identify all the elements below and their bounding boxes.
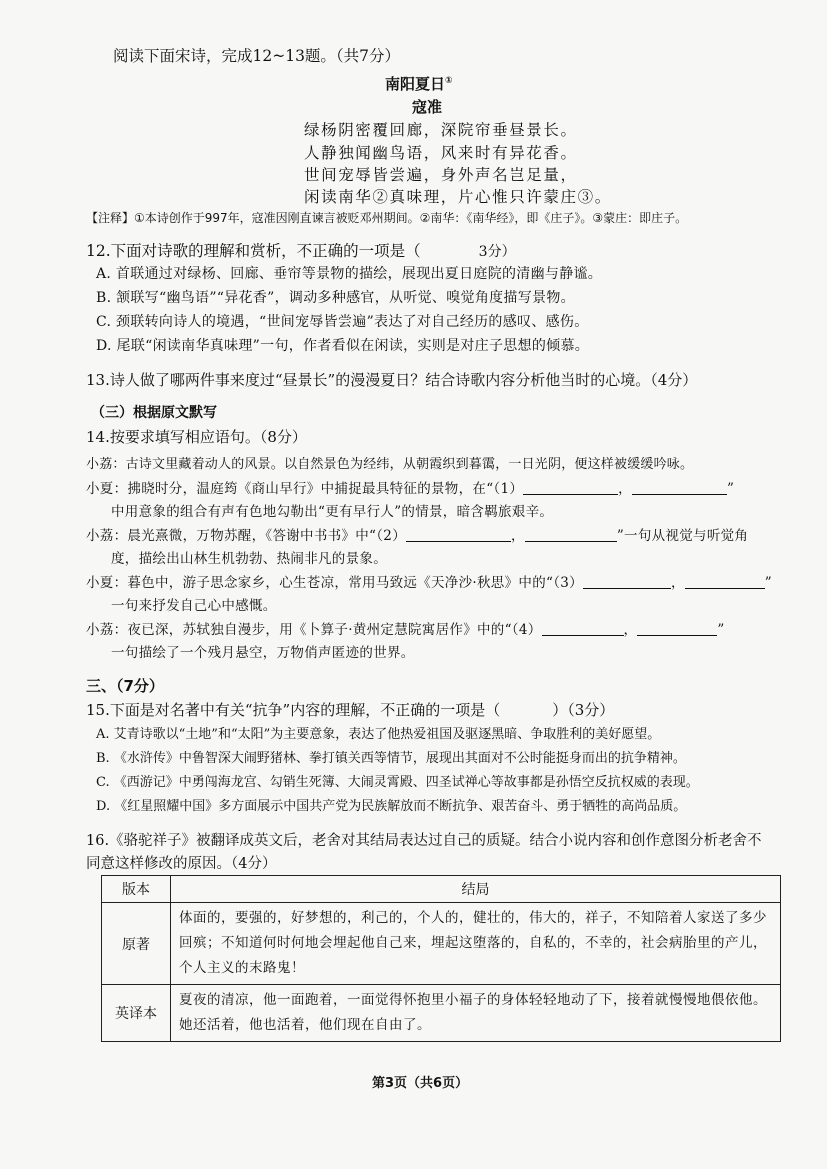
reading-intro: 阅读下面宋诗，完成12~13题。（共7分） <box>113 47 401 65</box>
ending-comparison-table <box>101 875 781 1042</box>
q15-score: ）（3分） <box>552 701 615 719</box>
q12-option-c: C. 颈联转向诗人的境遇，“世间宠辱皆尝遍”表达了对自己经历的感叹、感伤。 <box>96 314 589 330</box>
page-footer: 第3页（共6页） <box>372 1076 469 1091</box>
q14-line-7: 一句来抒发自己心中感慨。 <box>111 598 277 614</box>
q12-handwritten-score: 3分） <box>478 244 516 260</box>
q14-line-5: 度，描绘出山林生机勃勃、热闹非凡的景象。 <box>111 551 387 567</box>
poem-title <box>385 73 453 94</box>
poem-author: 寇准 <box>412 98 443 116</box>
q14-line-8-text: 小荔：夜已深，苏轼独自漫步，用《卜算子·黄州定慧院寓居作》中的“（4） <box>86 622 542 638</box>
row-ending-english: 夏夜的清凉，他一面跑着，一面觉得怀抱里小福子的身体轻轻地动了下，接着就慢慢地偎依他。她还活着，他也活着，他们现在自由了。 <box>171 985 781 1042</box>
poem-annotation: 【注释】①本诗创作于997年，寇准因刚直谏言被贬邓州期间。②南华：《南华经》，即《庄子》。③蒙庄：即庄子。 <box>86 211 688 225</box>
q13-stem: 13.诗人做了哪两件事来度过“昼景长”的漫漫夏日？结合诗歌内容分析他当时的心境。（4分） <box>86 371 698 389</box>
table-row <box>102 985 781 1042</box>
q12-option-a: A. 首联通过对绿杨、回廊、垂帘等景物的描绘，展现出夏日庭院的清幽与静谧。 <box>96 266 603 282</box>
q14-blank-2a[interactable] <box>406 527 511 542</box>
poem-line-3: 世间宠辱皆尝遍，身外声名岂足量， <box>304 166 578 184</box>
q14-line-2-text: 小夏：拂晓时分，温庭筠《商山早行》中捕捉最具特征的景物，在“（1） <box>86 481 524 497</box>
q14-line-4-text: 小荔：晨光熹微，万物苏醒，《答谢中书书》中“（2） <box>86 528 406 544</box>
table-header-row <box>102 876 781 903</box>
q14-blank-1a[interactable] <box>523 480 618 495</box>
section-three-heading: （三）根据原文默写 <box>91 405 217 421</box>
q14-line-4: 小荔：晨光熹微，万物苏醒，《答谢中书书》中“（2） ， ”一句从视觉与听觉角 <box>86 528 749 544</box>
table-row <box>102 903 781 985</box>
q14-line-4-tail: ”一句从视觉与听觉角 <box>616 528 749 544</box>
q14-blank-4a[interactable] <box>542 621 624 636</box>
q15-option-b: B. 《水浒传》中鲁智深大闹野猪林、拳打镇关西等情节，展现出其面对不公时能挺身而出的抗争精神。 <box>96 751 686 766</box>
q12-option-b: B. 颔联写“幽鸟语”“异花香”，调动多种感官，从听觉、嗅觉角度描写景物。 <box>96 290 575 306</box>
q16-stem-line-1: 16.《骆驼祥子》被翻译成英文后，老舍对其结局表达过自己的质疑。结合小说内容和创作意图分析老舍不 <box>86 833 762 849</box>
q15-option-c: C. 《西游记》中勇闯海龙宫、勾销生死簿、大闹灵霄殿、四圣试禅心等故事都是孙悟空反抗权威的表现。 <box>96 775 699 790</box>
q14-blank-4b[interactable] <box>637 621 717 636</box>
header-version: 版本 <box>102 876 171 903</box>
q14-blank-1b[interactable] <box>632 480 727 495</box>
q15-option-d: D. 《红星照耀中国》多方面展示中国共产党为民族解放而不断抗争、艰苦奋斗、勇于牺牲的高尚品质。 <box>96 799 687 814</box>
poem-line-2: 人静独闻幽鸟语，风来时有异花香。 <box>304 144 578 162</box>
q15-stem <box>86 699 614 720</box>
row-version-original: 原著 <box>102 903 171 985</box>
q12-option-d: D. 尾联“闲读南华真味理”一句，作者看似在闲读，实则是对庄子思想的倾慕。 <box>96 338 590 354</box>
q14-line-6: 小夏：暮色中，游子思念家乡，心生苍凉，常用马致远《天净沙·秋思》中的“（3） ， ” <box>86 575 772 591</box>
q14-line-6-text: 小夏：暮色中，游子思念家乡，心生苍凉，常用马致远《天净沙·秋思》中的“（3） <box>86 575 583 591</box>
header-ending: 结局 <box>171 876 781 903</box>
q14-blank-2b[interactable] <box>525 527 617 542</box>
q14-line-1: 小荔：古诗文里藏着动人的风景。以自然景色为经纬，从朝霞织到暮霭，一日光阴，便这样被缓缓吟咏。 <box>86 457 694 472</box>
q14-blank-3b[interactable] <box>685 574 765 589</box>
row-version-english: 英译本 <box>102 985 171 1042</box>
poem-line-4: 闲读南华②真味理，片心惟只许蒙庄③。 <box>304 188 612 206</box>
poem-line-1: 绿杨阴密覆回廊，深院帘垂昼景长。 <box>304 121 578 139</box>
poem-title-note: ① <box>445 76 453 86</box>
q14-line-3: 中用意象的组合有声有色地勾勒出“更有早行人”的情景，暗含羁旅艰辛。 <box>111 504 554 520</box>
q14-line-8: 小荔：夜已深，苏轼独自漫步，用《卜算子·黄州定慧院寓居作》中的“（4） ， ” <box>86 622 725 638</box>
poem-title-text: 南阳夏日 <box>385 75 446 93</box>
q15-stem-text: 15.下面是对名著中有关“抗争”内容的理解，不正确的一项是（ <box>86 701 501 719</box>
q14-stem: 14.按要求填写相应语句。（8分） <box>86 428 307 446</box>
q14-blank-3a[interactable] <box>583 574 671 589</box>
q15-option-a: A. 艾青诗歌以“土地”和“太阳”为主要意象，表达了他热爱祖国及驱逐黑暗、争取胜利的美好愿望。 <box>96 727 661 742</box>
part-three-heading: 三、（7分） <box>86 677 164 695</box>
q14-line-9: 一句描绘了一个残月悬空，万物俏声匿迹的世界。 <box>111 645 415 661</box>
q14-line-2: 小夏：拂晓时分，温庭筠《商山早行》中捕捉最具特征的景物，在“（1） ， ” <box>86 481 735 497</box>
row-ending-original: 体面的，要强的，好梦想的，利己的，个人的，健壮的，伟大的，祥子，不知陪着人家送了多少回殡；不知道何时何地会埋起他自己来，埋起这堕落的，自私的，不幸的，社会病胎里的产儿，个人主义的末路鬼！ <box>171 903 781 985</box>
q16-stem-line-2: 同意这样修改的原因。（4分） <box>86 856 277 872</box>
q12-stem-text: 12.下面对诗歌的理解和赏析，不正确的一项是（ <box>86 242 421 260</box>
q12-stem <box>86 239 516 261</box>
